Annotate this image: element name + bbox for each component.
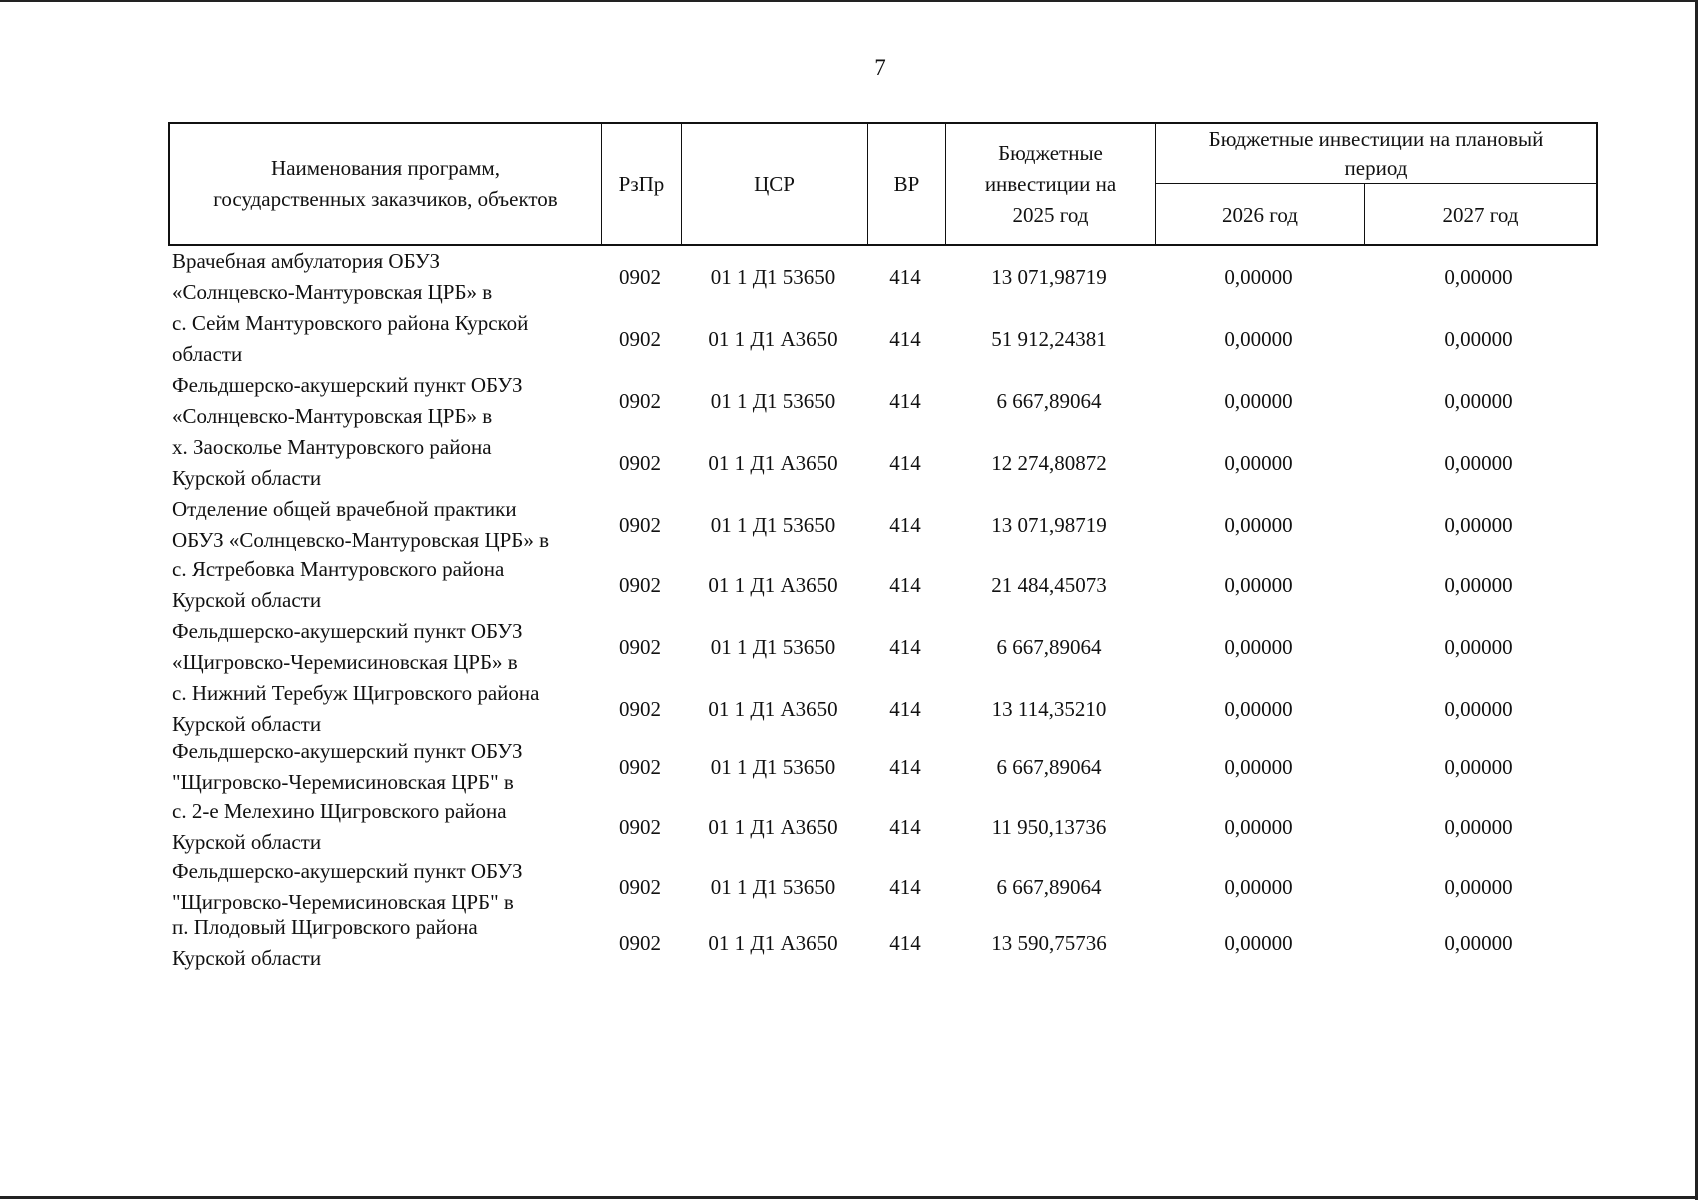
cell-csr: 01 1 Д1 53650 [710,388,836,413]
cell-invest-2027: 0,00000 [1444,388,1513,413]
cell-rzpr: 0902 [619,874,661,899]
cell-rzpr: 0902 [619,512,661,537]
cell-invest-2027: 0,00000 [1444,874,1513,899]
cell-csr: 01 1 Д1 А3650 [708,572,838,597]
cell-invest-2027: 0,00000 [1444,814,1513,839]
table-header [168,122,1598,246]
cell-object-name: п. Плодовый Щигровского района Курской области [172,915,478,970]
cell-vr: 414 [889,326,921,351]
cell-object-name: с. Нижний Теребуж Щигровского района Курской области [172,681,540,736]
cell-object-name: с. 2-е Мелехино Щигровского района Курской области [172,799,507,854]
cell-invest-2025: 11 950,13736 [991,814,1107,839]
cell-vr: 414 [889,754,921,779]
cell-csr: 01 1 Д1 53650 [710,512,836,537]
cell-csr: 01 1 Д1 53650 [710,634,836,659]
header-year-2026: 2026 год [1156,184,1365,246]
cell-invest-2025: 6 667,89064 [996,874,1102,899]
scan-top-edge [0,0,1698,2]
cell-object-name: Отделение общей врачебной практики ОБУЗ «Солнцевско-Мантуровская ЦРБ» в [172,497,550,552]
header-csr: ЦСР [682,124,868,244]
table-row [168,912,1598,974]
cell-vr: 414 [889,634,921,659]
table-row [168,796,1598,858]
cell-vr: 414 [889,450,921,475]
cell-vr: 414 [889,696,921,721]
cell-vr: 414 [889,264,921,289]
cell-invest-2027: 0,00000 [1444,754,1513,779]
cell-invest-2025: 12 274,80872 [991,450,1107,475]
cell-invest-2026: 0,00000 [1224,696,1293,721]
cell-invest-2027: 0,00000 [1444,264,1513,289]
cell-csr: 01 1 Д1 53650 [710,874,836,899]
cell-object-name: х. Заосколье Мантуровского района Курской области [172,435,492,490]
cell-invest-2027: 0,00000 [1444,450,1513,475]
table-row [168,856,1598,918]
header-name: Наименования программ, государственных заказчиков, объектов [170,124,602,244]
cell-invest-2026: 0,00000 [1224,512,1293,537]
cell-rzpr: 0902 [619,264,661,289]
table-row [168,308,1598,370]
cell-invest-2027: 0,00000 [1444,572,1513,597]
cell-rzpr: 0902 [619,326,661,351]
header-vr: ВР [868,124,946,244]
scan-bottom-edge [0,1196,1698,1199]
table-row [168,432,1598,494]
header-year-2027: 2027 год [1442,202,1519,227]
header-planned-period: Бюджетные инвестиции на плановый период [1156,124,1596,184]
cell-object-name: Фельдшерско-акушерский пункт ОБУЗ "Щигровско-Черемисиновская ЦРБ" в [172,739,523,794]
cell-invest-2026: 0,00000 [1224,874,1293,899]
cell-rzpr: 0902 [619,930,661,955]
cell-invest-2027: 0,00000 [1444,634,1513,659]
cell-csr: 01 1 Д1 А3650 [708,930,838,955]
cell-invest-2025: 13 071,98719 [991,264,1107,289]
cell-rzpr: 0902 [619,696,661,721]
table-row [168,678,1598,740]
cell-invest-2026: 0,00000 [1224,450,1293,475]
cell-csr: 01 1 Д1 А3650 [708,696,838,721]
cell-invest-2026: 0,00000 [1224,930,1293,955]
cell-invest-2027: 0,00000 [1444,326,1513,351]
cell-object-name: Врачебная амбулатория ОБУЗ «Солнцевско-Мантуровская ЦРБ» в [172,249,493,304]
table-row [168,616,1598,678]
cell-invest-2025: 13 071,98719 [991,512,1107,537]
table-row [168,554,1598,616]
table-row [168,494,1598,556]
cell-rzpr: 0902 [619,634,661,659]
cell-vr: 414 [889,572,921,597]
page-number: 7 [874,55,886,80]
cell-invest-2027: 0,00000 [1444,696,1513,721]
cell-csr: 01 1 Д1 А3650 [708,326,838,351]
table-row [168,370,1598,432]
table-row [168,246,1598,308]
table-row [168,736,1598,798]
cell-invest-2025: 6 667,89064 [996,754,1102,779]
header-invest-2025: Бюджетные инвестиции на 2025 год [946,124,1156,244]
cell-invest-2025: 13 590,75736 [991,930,1107,955]
cell-csr: 01 1 Д1 53650 [710,264,836,289]
cell-vr: 414 [889,930,921,955]
cell-rzpr: 0902 [619,388,661,413]
header-rzpr: РзПр [602,124,682,244]
cell-invest-2026: 0,00000 [1224,754,1293,779]
cell-object-name: с. Сейм Мантуровского района Курской области [172,311,529,366]
cell-rzpr: 0902 [619,814,661,839]
cell-invest-2025: 6 667,89064 [996,388,1102,413]
cell-object-name: Фельдшерско-акушерский пункт ОБУЗ «Солнцевско-Мантуровская ЦРБ» в [172,373,523,428]
cell-invest-2026: 0,00000 [1224,572,1293,597]
cell-vr: 414 [889,388,921,413]
cell-invest-2026: 0,00000 [1224,634,1293,659]
cell-invest-2026: 0,00000 [1224,388,1293,413]
cell-invest-2025: 51 912,24381 [991,326,1107,351]
cell-invest-2027: 0,00000 [1444,930,1513,955]
cell-invest-2026: 0,00000 [1224,264,1293,289]
cell-invest-2025: 6 667,89064 [996,634,1102,659]
cell-invest-2025: 13 114,35210 [991,696,1107,721]
cell-invest-2027: 0,00000 [1444,512,1513,537]
cell-csr: 01 1 Д1 53650 [710,754,836,779]
cell-object-name: Фельдшерско-акушерский пункт ОБУЗ «Щигровско-Черемисиновская ЦРБ» в [172,619,523,674]
cell-vr: 414 [889,512,921,537]
cell-rzpr: 0902 [619,572,661,597]
cell-invest-2026: 0,00000 [1224,814,1293,839]
cell-rzpr: 0902 [619,450,661,475]
cell-object-name: с. Ястребовка Мантуровского района Курской области [172,557,505,612]
header-planned-period-group [1156,124,1596,244]
cell-csr: 01 1 Д1 А3650 [708,814,838,839]
cell-invest-2026: 0,00000 [1224,326,1293,351]
cell-vr: 414 [889,814,921,839]
cell-invest-2025: 21 484,45073 [991,572,1107,597]
cell-object-name: Фельдшерско-акушерский пункт ОБУЗ "Щигровско-Черемисиновская ЦРБ" в [172,859,523,914]
cell-vr: 414 [889,874,921,899]
cell-rzpr: 0902 [619,754,661,779]
cell-csr: 01 1 Д1 А3650 [708,450,838,475]
